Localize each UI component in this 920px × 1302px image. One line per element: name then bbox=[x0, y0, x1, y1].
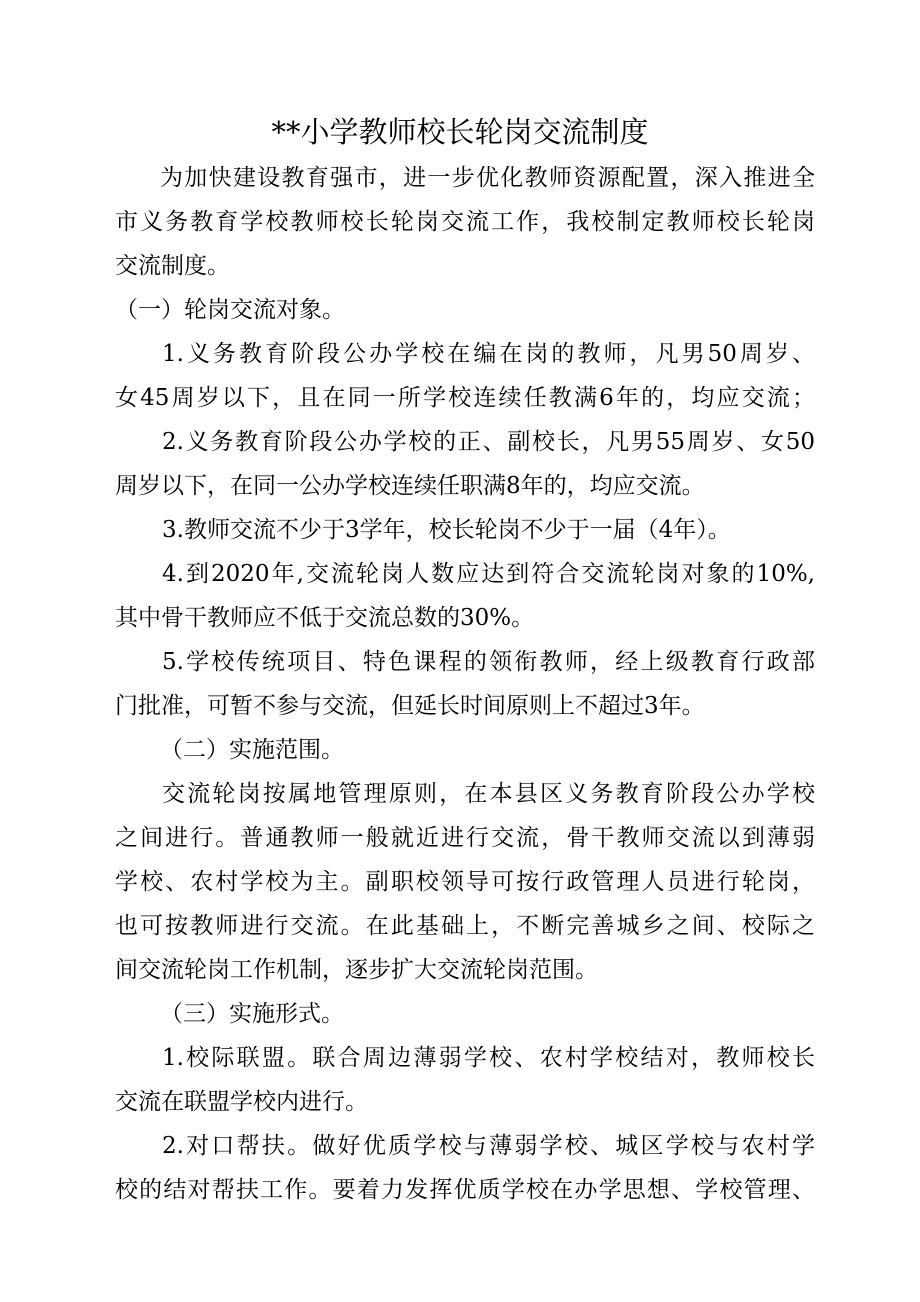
paragraph-line: 之间进行。普通教师一般就近进行交流，骨干教师交流以到薄弱 bbox=[115, 825, 815, 851]
paragraph-line: 4.到2020年,交流轮岗人数应达到符合交流轮岗对象的10%, bbox=[162, 561, 815, 587]
paragraph-line: 3.教师交流不少于3学年，校长轮岗不少于一届（4年）。 bbox=[162, 517, 731, 543]
paragraph-line: 1.义务教育阶段公办学校在编在岗的教师，凡男50周岁、 bbox=[162, 341, 815, 367]
section-heading: （三）实施形式。 bbox=[160, 1001, 344, 1027]
paragraph-line: 为加快建设教育强市，进一步优化教师资源配置，深入推进全 bbox=[160, 165, 815, 191]
paragraph-line: 学校、农村学校为主。副职校领导可按行政管理人员进行轮岗， bbox=[115, 869, 815, 895]
paragraph-line: 市义务教育学校教师校长轮岗交流工作，我校制定教师校长轮岗 bbox=[115, 209, 815, 235]
paragraph-line: 间交流轮岗工作机制，逐步扩大交流轮岗范围。 bbox=[115, 957, 598, 983]
paragraph-line: 交流制度。 bbox=[115, 253, 230, 279]
paragraph-line: 5.学校传统项目、特色课程的领衔教师，经上级教育行政部 bbox=[162, 649, 815, 675]
section-heading: （一）轮岗交流对象。 bbox=[115, 297, 345, 323]
paragraph-line: 也可按教师进行交流。在此基础上，不断完善城乡之间、校际之 bbox=[115, 913, 815, 939]
paragraph-line: 校的结对帮扶工作。要着力发挥优质学校在办学思想、学校管理、 bbox=[115, 1177, 815, 1203]
paragraph-line: 1.校际联盟。联合周边薄弱学校、农村学校结对，教师校长 bbox=[162, 1045, 815, 1071]
paragraph-line: 门批准，可暂不参与交流，但延长时间原则上不超过3年。 bbox=[115, 693, 705, 719]
paragraph-line: 交流在联盟学校内进行。 bbox=[115, 1089, 368, 1115]
section-heading: （二）实施范围。 bbox=[160, 737, 344, 763]
document-title: **小学教师校长轮岗交流制度 bbox=[271, 115, 649, 149]
paragraph-line: 其中骨干教师应不低于交流总数的30%。 bbox=[115, 605, 535, 631]
paragraph-line: 周岁以下，在同一公办学校连续任职满8年的，均应交流。 bbox=[115, 473, 705, 499]
paragraph-line: 女45周岁以下，且在同一所学校连续任教满6年的，均应交流； bbox=[115, 385, 815, 411]
paragraph-line: 交流轮岗按属地管理原则，在本县区义务教育阶段公办学校 bbox=[162, 781, 815, 807]
paragraph-line: 2.义务教育阶段公办学校的正、副校长，凡男55周岁、女50 bbox=[162, 429, 815, 455]
paragraph-line: 2.对口帮扶。做好优质学校与薄弱学校、城区学校与农村学 bbox=[162, 1133, 815, 1159]
